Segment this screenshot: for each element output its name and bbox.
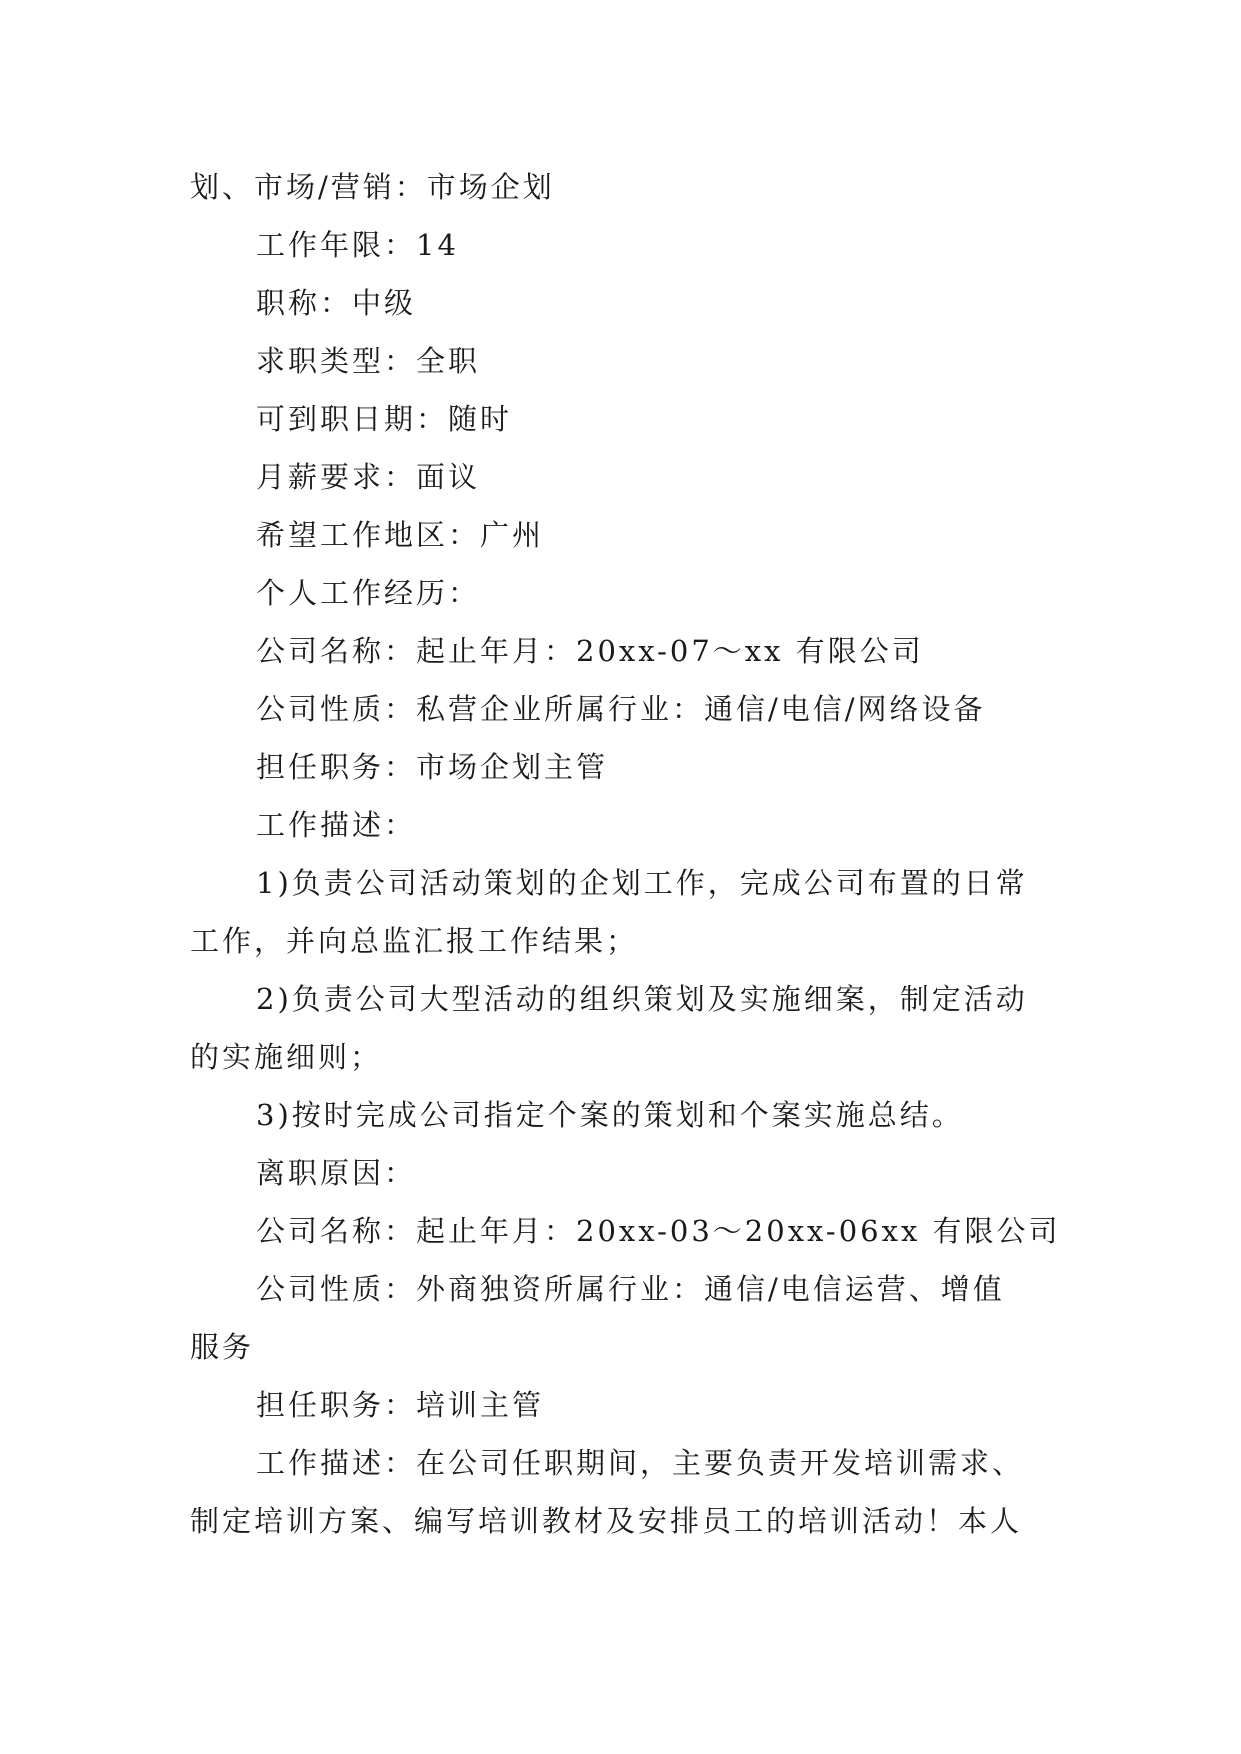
text-line: 的实施细则； [190, 1040, 383, 1074]
text-line: 月薪要求：面议 [256, 460, 481, 494]
text-line: 服务 [190, 1330, 255, 1364]
text-line: 公司性质：私营企业所属行业：通信/电信/网络设备 [256, 692, 986, 726]
text-line: 工作，并向总监汇报工作结果； [190, 924, 639, 958]
text-line: 工作描述：在公司任职期间，主要负责开发培训需求、 [256, 1446, 1025, 1480]
text-line: 求职类型：全职 [256, 344, 481, 378]
text-line: 2)负责公司大型活动的组织策划及实施细案，制定活动 [256, 982, 1028, 1016]
text-line: 个人工作经历： [256, 576, 481, 610]
text-line: 制定培训方案、编写培训教材及安排员工的培训活动！本人 [190, 1504, 1023, 1538]
text-line: 工作描述： [256, 808, 417, 842]
text-line: 3)按时完成公司指定个案的策划和个案实施总结。 [256, 1098, 964, 1132]
text-line: 离职原因： [256, 1156, 417, 1190]
text-line: 担任职务：市场企划主管 [256, 750, 609, 784]
text-line: 划、市场/营销：市场企划 [190, 170, 555, 204]
text-line: 公司名称：起止年月：20xx-03～20xx-06xx 有限公司 [256, 1214, 1061, 1248]
document-body [190, 158, 1070, 1550]
text-line: 希望工作地区：广州 [256, 518, 545, 552]
text-line: 担任职务：培训主管 [256, 1388, 545, 1422]
text-line: 职称：中级 [256, 286, 417, 320]
text-line: 工作年限：14 [256, 228, 459, 262]
text-line: 公司名称：起止年月：20xx-07～xx 有限公司 [256, 634, 924, 668]
text-line: 1)负责公司活动策划的企划工作，完成公司布置的日常 [256, 866, 1028, 900]
text-line: 可到职日期：随时 [256, 402, 513, 436]
text-line: 公司性质：外商独资所属行业：通信/电信运营、增值 [256, 1272, 1005, 1306]
